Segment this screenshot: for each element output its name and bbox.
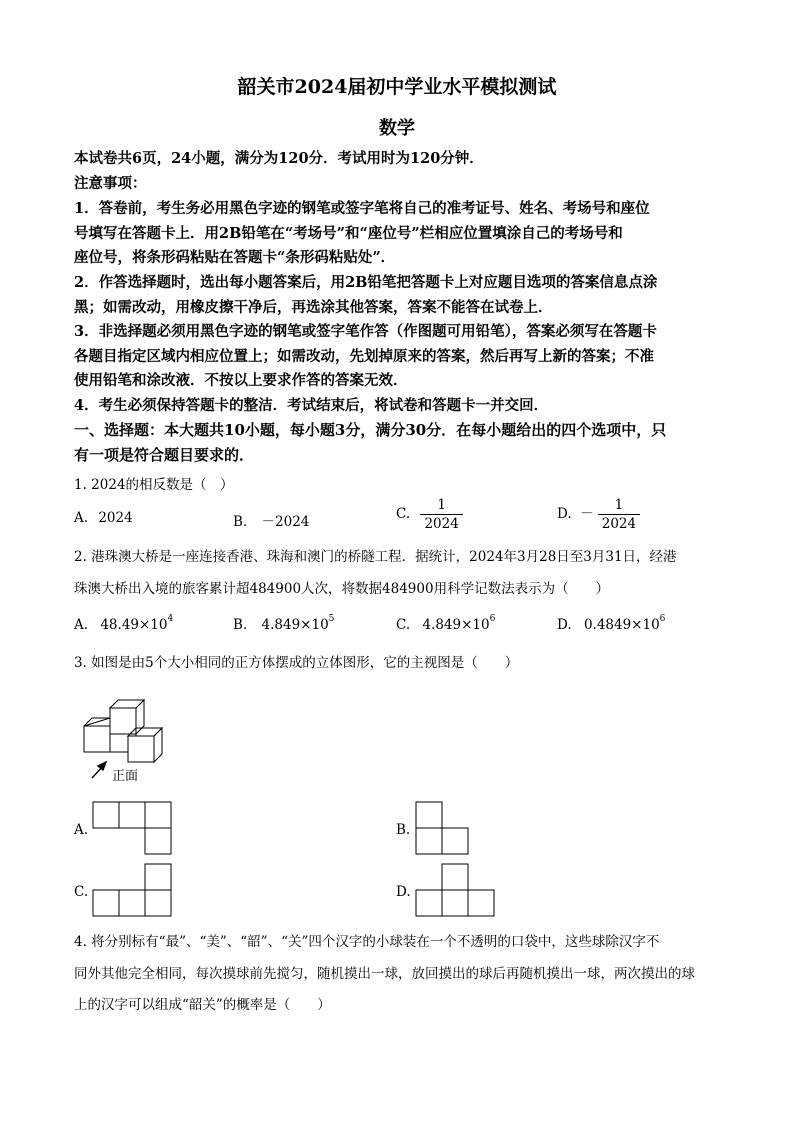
fraction <box>420 496 462 533</box>
option-label: A. <box>74 510 89 526</box>
front-view-label: 正面 <box>112 769 139 784</box>
option-value: 48.49×10 <box>100 617 168 633</box>
q2-stem-line: 2. 港珠澳大桥是一座连接香港、珠海和澳门的桥隧工程．据统计，2024年3月28日至3月31日，经港 <box>74 549 677 565</box>
fraction-denominator: 2024 <box>598 514 640 533</box>
option-value: －2024 <box>261 514 310 530</box>
q4-stem-line: 同外其他完全相同，每次摸球前先搅匀，随机摸出一球，放回摸出的球后再随机摸出一球，两次摸出的球 <box>74 966 695 982</box>
notice-line: 号填写在答题卡上．用2B铅笔在“考场号”和“座位号”栏相应位置填涂自己的考场号和 <box>74 225 623 242</box>
option-label: D. <box>557 617 572 633</box>
q2-option-b <box>233 614 334 633</box>
option-label: C. <box>396 506 411 522</box>
exponent: 6 <box>489 614 496 624</box>
notice-line: 1．答卷前，考生务必用黑色字迹的钢笔或签字笔将自己的准考证号、姓名、考场号和座位 <box>74 200 650 217</box>
q1-option-d <box>557 496 640 533</box>
option-value: 0.4849×10 <box>583 617 660 633</box>
q4-stem-line: 4. 将分别标有“最”、“美”、“韶”、“关”四个汉字的小球装在一个不透明的口袋中，这些球除汉字不 <box>74 934 660 950</box>
q3-option-d-figure <box>416 864 496 918</box>
q3-option-a-figure <box>93 802 173 856</box>
q3-option-b-figure <box>416 802 472 856</box>
exponent: 5 <box>328 614 335 624</box>
option-label: A. <box>74 617 89 633</box>
notice-line: 3．非选择题必须用黑色字迹的钢笔或签字笔作答（作图题可用铅笔），答案必须写在答题卡 <box>74 323 657 340</box>
option-label: B. <box>233 514 248 530</box>
q3-option-d-label: D. <box>396 884 411 900</box>
notice-heading: 注意事项： <box>74 175 147 192</box>
q3-option-c-figure <box>93 864 173 918</box>
q4-stem-line: 上的汉字可以组成“韶关”的概率是（ ） <box>74 997 331 1013</box>
arrow-icon <box>92 762 106 778</box>
option-label: D. <box>557 506 572 522</box>
notice-line: 黑；如需改动，用橡皮擦干净后，再选涂其他答案，答案不能答在试卷上． <box>74 299 553 316</box>
minus-sign: － <box>579 506 594 522</box>
q1-stem: 1. 2024的相反数是（ ） <box>74 477 234 493</box>
exponent: 6 <box>659 614 666 624</box>
q2-stem-line: 珠澳大桥出入境的旅客累计超484900人次，将数据484900用科学记数法表示为（ ） <box>74 581 610 597</box>
notice-line: 2．作答选择题时，选出每小题答案后，用2B铅笔把答题卡上对应题目选项的答案信息点涂 <box>74 274 658 291</box>
q3-option-c-label: C. <box>74 884 89 900</box>
q2-option-c <box>396 614 495 633</box>
option-label: B. <box>233 617 248 633</box>
option-label: C. <box>396 617 411 633</box>
q3-option-a-label: A. <box>74 822 89 838</box>
option-value: 4.849×10 <box>261 617 329 633</box>
fraction-denominator: 2024 <box>420 514 462 533</box>
subject-title: 数学 <box>379 118 415 139</box>
section-heading: 一、选择题：本大题共10小题，每小题3分，满分30分．在每小题给出的四个选项中，只 <box>74 421 667 439</box>
q1-option-b <box>233 510 309 530</box>
notice-line: 4．考生必须保持答题卡的整洁．考试结束后，将试卷和答题卡一并交回． <box>74 397 549 414</box>
q1-option-a <box>74 510 133 526</box>
notice-line: 座位号，将条形码粘贴在答题卡“条形码粘贴处”． <box>74 249 396 266</box>
notice-line: 各题目指定区域内相应位置上；如需改动，先划掉原来的答案，然后再写上新的答案；不准 <box>74 348 654 365</box>
q2-option-a <box>74 614 173 633</box>
q1-option-c <box>396 496 463 533</box>
exam-summary: 本试卷共6页，24小题，满分为120分．考试用时为120分钟． <box>74 150 484 167</box>
notice-line: 使用铅笔和涂改液．不按以上要求作答的答案无效． <box>74 372 408 389</box>
exponent: 4 <box>167 614 174 624</box>
fraction-numerator: 1 <box>437 497 446 513</box>
q3-stem: 3. 如图是由5个大小相同的正方体摆成的立体图形，它的主视图是（ ） <box>74 655 519 671</box>
page-title: 韶关市2024届初中学业水平模拟测试 <box>237 76 557 98</box>
section-heading: 有一项是符合题目要求的． <box>74 446 255 464</box>
fraction <box>598 496 640 533</box>
q3-option-b-label: B. <box>396 822 411 838</box>
option-value: 4.849×10 <box>422 617 490 633</box>
q2-option-d <box>557 614 665 633</box>
option-value: 2024 <box>98 510 133 526</box>
fraction-numerator: 1 <box>614 497 624 513</box>
